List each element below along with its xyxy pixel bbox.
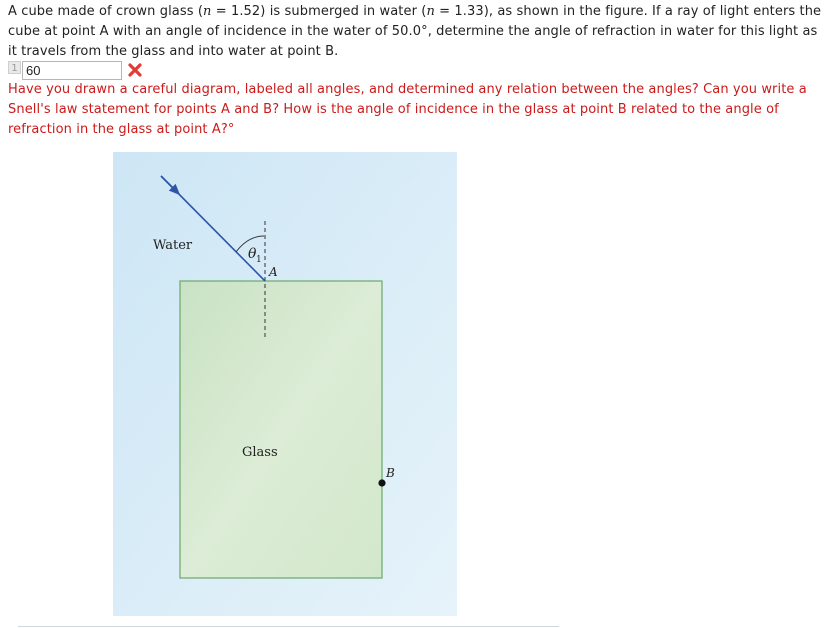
point-a-label: A	[269, 265, 278, 279]
theta-label: θ	[248, 246, 257, 262]
problem-text-part-3: = 1.33), as shown in the figure. If a ray of light enters the cube at point A with an angle of incidence in the water of 50.0°, determine the angle of refraction in water for this light as it travels from the glass and into water at point B.	[8, 4, 822, 59]
figure-svg	[113, 152, 457, 616]
water-label: Water	[153, 238, 193, 253]
refraction-figure	[113, 152, 457, 616]
refractive-index-symbol-water: n	[426, 4, 435, 19]
answer-row	[8, 60, 143, 80]
bottom-divider	[18, 626, 559, 627]
point-b-dot	[378, 479, 385, 486]
question-number-badge: 1	[8, 61, 21, 74]
problem-text-part-1: A cube made of crown glass (	[8, 4, 204, 19]
glass-cube	[180, 281, 382, 578]
hint-feedback: Have you drawn a careful diagram, labeled all angles, and determined any relation between the angles? Can you write a Snell's law statement for points A and B? How is the angle of incidence in the glass at point B related to the angle of refraction in the glass at point A?°	[8, 82, 807, 137]
glass-label: Glass	[242, 445, 278, 460]
point-b-label: B	[386, 466, 395, 480]
incorrect-x-icon	[127, 62, 143, 78]
theta-subscript: 1	[256, 255, 262, 265]
problem-statement	[8, 2, 830, 62]
refractive-index-symbol-glass: n	[203, 4, 212, 19]
problem-text-part-2: = 1.52) is submerged in water (	[211, 4, 427, 19]
answer-input[interactable]	[22, 61, 122, 80]
